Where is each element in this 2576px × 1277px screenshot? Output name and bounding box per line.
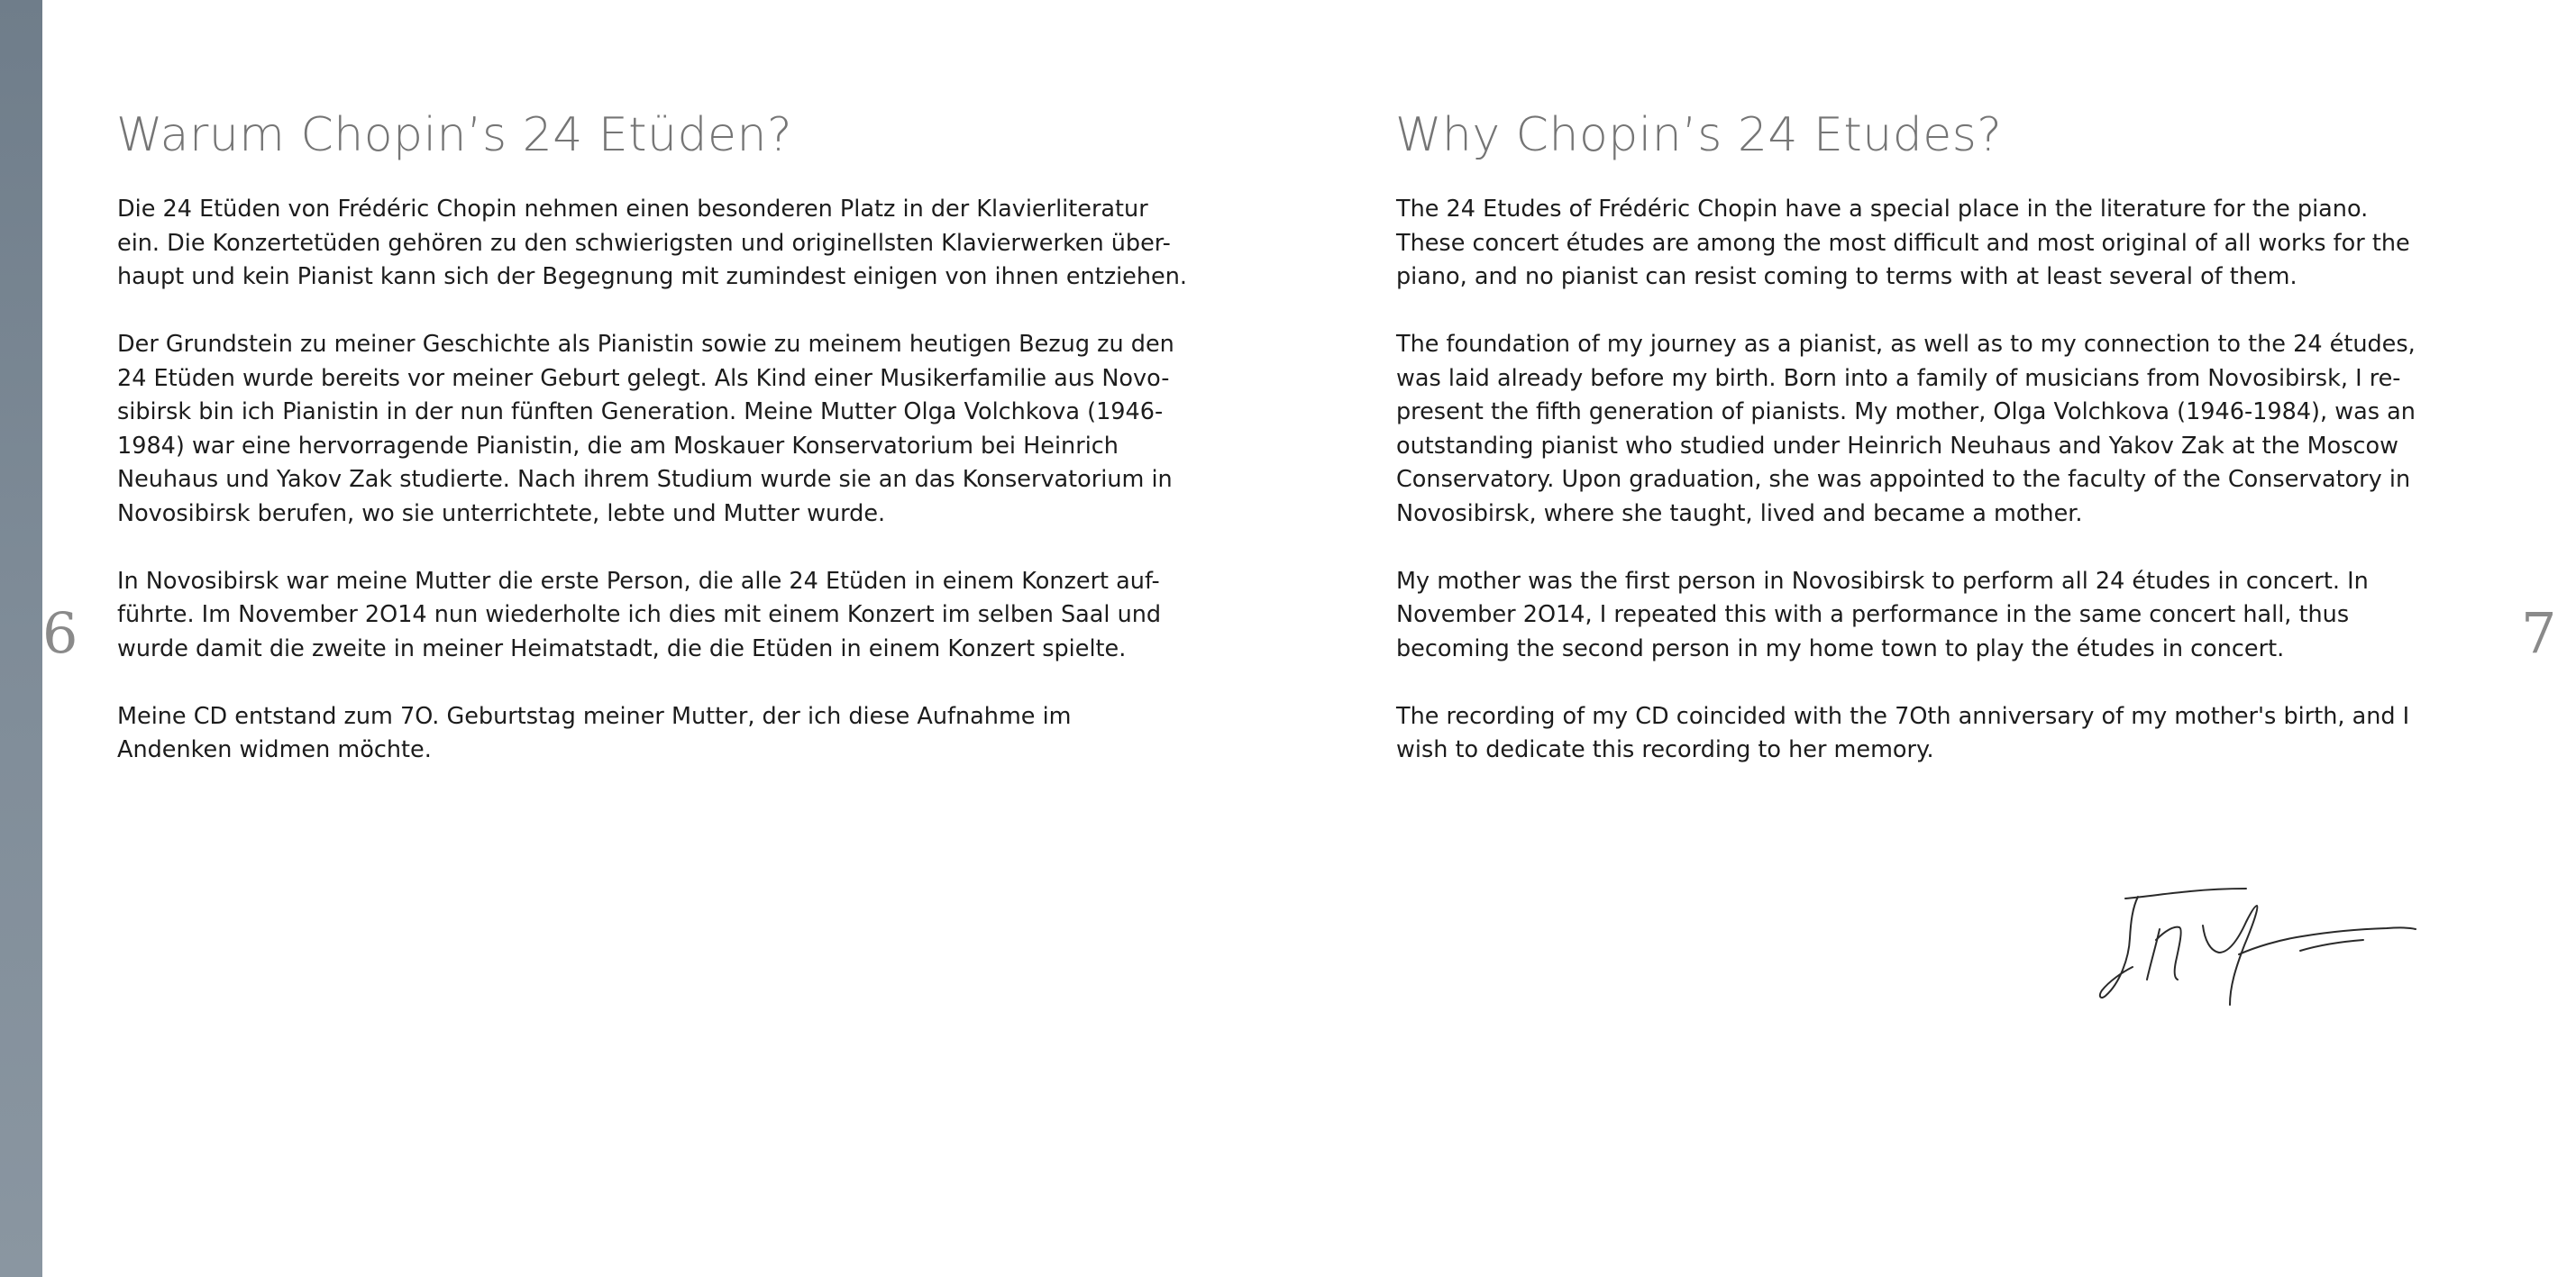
- right-paragraph-3: My mother was the first person in Novosibirsk to perform all 24 études in concert. In November 2O14, I repeated this with a performance in the same concert hall, thus becoming the second person in my home town to play the études in concert.: [1396, 567, 2369, 662]
- left-paragraph-1: Die 24 Etüden von Frédéric Chopin nehmen einen besonderen Platz in der Klavierliteratur ein. Die Konzertetüden gehören zu den schwierigsten und originellsten Klavierwerken über- haupt und kein Pianist kann sich der Begegnung mit zumindest einigen von ihnen entziehen.: [117, 196, 1187, 290]
- left-paragraph-4: Meine CD entstand zum 7O. Geburtstag meiner Mutter, der ich diese Aufnahme im Andenken widmen möchte.: [117, 702, 1072, 763]
- left-page-heading: Warum Chopin’s 24 Etüden?: [116, 108, 793, 162]
- signature-icon: [2093, 886, 2423, 1016]
- right-paragraph-4: The recording of my CD coincided with the 7Oth anniversary of my mother's birth, and I wish to dedicate this recording to her memory.: [1396, 702, 2410, 763]
- right-page-body: [1396, 193, 2478, 801]
- left-page-body: [117, 193, 1199, 801]
- right-paragraph-2: The foundation of my journey as a pianist, as well as to my connection to the 24 études, was laid already before my birth. Born into a family of musicians from Novosibirsk, I re- present the fifth generation of pianists. My mother, Olga Volchkova (1946-1984), was an outstanding pianist who studied under Heinrich Neuhaus and Yakov Zak at the Moscow Conservatory. Upon graduation, she was appointed to the faculty of the Conservatory in Novosibirsk, where she taught, lived and became a mother.: [1396, 331, 2416, 527]
- right-page-number: 7: [2521, 600, 2557, 666]
- left-paragraph-3: In Novosibirsk war meine Mutter die erste Person, die alle 24 Etüden in einem Konzert auf- führte. Im November 2O14 nun wiederholte ich dies mit einem Konzert im selben Saal und wurde damit die zweite in meiner Heimatstadt, die die Etüden in einem Konzert spielte.: [117, 567, 1162, 662]
- left-page-number: 6: [42, 600, 78, 666]
- right-paragraph-1: The 24 Etudes of Frédéric Chopin have a special place in the literature for the piano. These concert études are among the most difficult and most original of all works for the piano, and no pianist can resist coming to terms with at least several of them.: [1396, 196, 2410, 290]
- right-page-heading: Why Chopin’s 24 Etudes?: [1395, 108, 2003, 162]
- booklet-spine: [0, 0, 42, 1277]
- left-paragraph-2: Der Grundstein zu meiner Geschichte als Pianistin sowie zu meinem heutigen Bezug zu den 24 Etüden wurde bereits vor meiner Geburt gelegt. Als Kind einer Musikerfamilie aus Novo- sibirsk bin ich Pianistin in der nun fünften Generation. Meine Mutter Olga Volchkova (1946- 1984) war eine hervorragende Pianistin, die am Moskauer Konservatorium bei Heinrich Neuhaus und Yakov Zak studierte. Nach ihrem Studium wurde sie an das Konservatorium in Novosibirsk berufen, wo sie unterrichtete, lebte und Mutter wurde.: [117, 331, 1174, 527]
- right-page: [1288, 0, 2576, 1277]
- left-page: [42, 0, 1288, 1277]
